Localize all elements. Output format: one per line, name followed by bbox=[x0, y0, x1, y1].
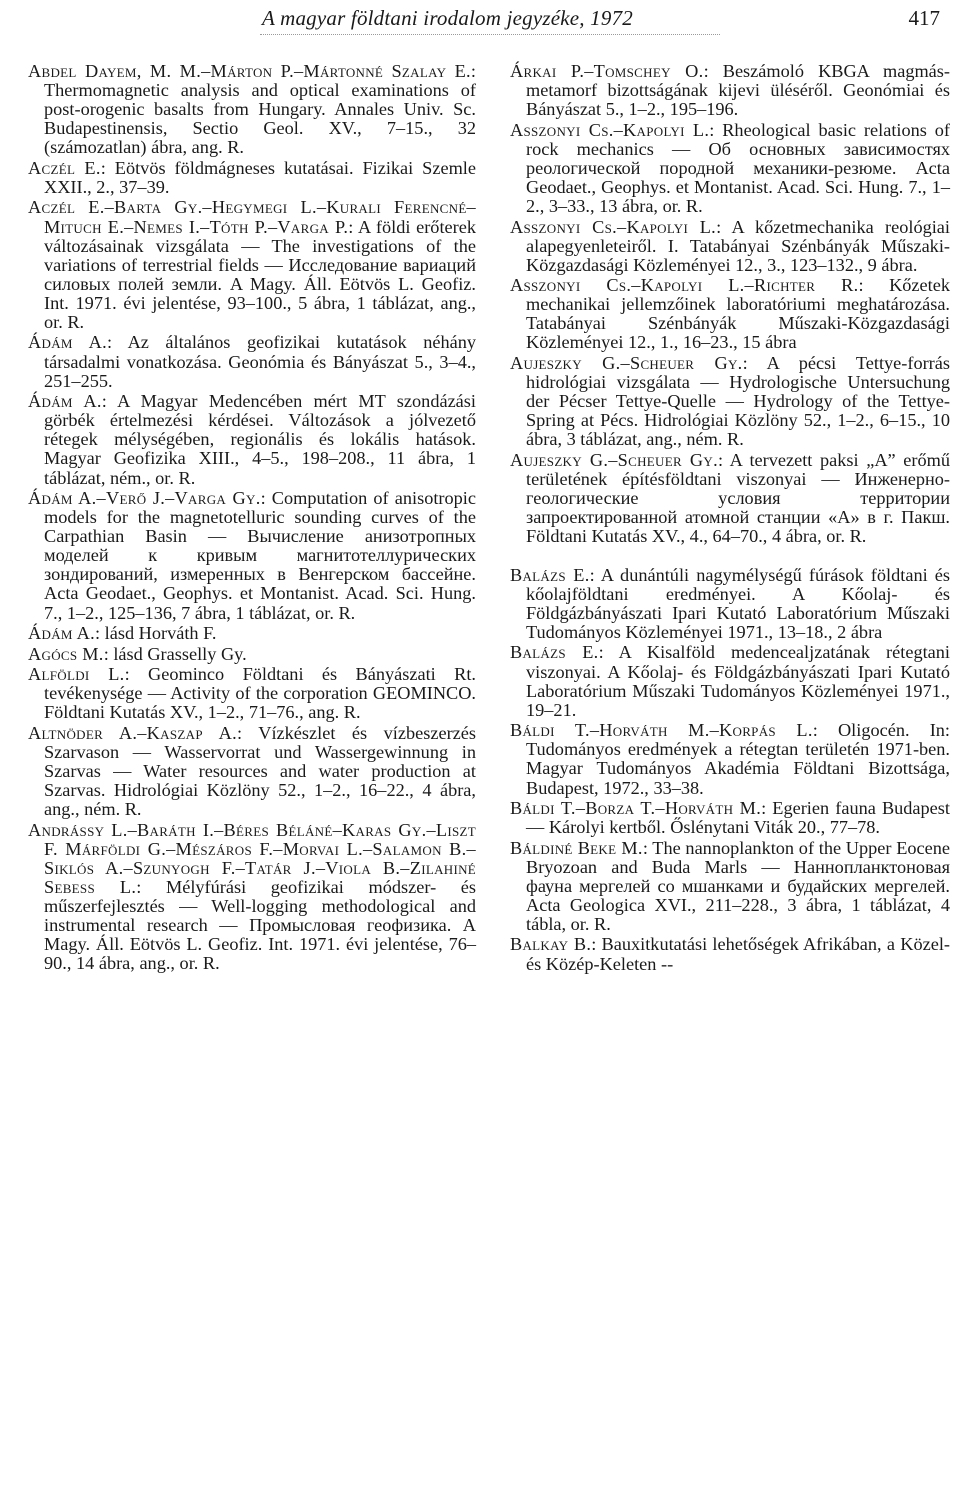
section-gap bbox=[510, 548, 950, 566]
entry-authors: Agócs M. bbox=[28, 643, 104, 664]
bibliography-entry bbox=[510, 935, 950, 973]
bibliography-entry bbox=[510, 354, 950, 449]
left-column bbox=[28, 62, 476, 975]
entry-authors: Ádám A.–Verő J.–Varga Gy. bbox=[28, 488, 261, 509]
page-number: 417 bbox=[908, 6, 940, 30]
entry-authors: Báldiné Beke M. bbox=[510, 837, 643, 858]
bibliography-entry bbox=[28, 392, 476, 487]
right-column bbox=[510, 62, 950, 975]
entry-authors: Aczél E.–Barta Gy.–Hegymegi L.–Kurali Ferencné–Mituch E.–Nemes I.–Tóth P.–Varga P. bbox=[28, 197, 476, 237]
entry-text: : A Kisalföld medencealjzatának rétegtani viszonyai. A Kőolaj- és Földgázbányászati Ipari Kutató Laboratórium Műszaki Tudományos Közleményei 1971., 19–21. bbox=[526, 642, 951, 720]
entry-text: : A dunántúli nagymélységű fúrások földtani és kőolajföldtani eredményei. A Kőolaj- és Földgázbányászati Ipari Kutató Laboratórium Műszaki Tudományos Közleményei 1971., 13–18., 2 ábra bbox=[526, 564, 950, 642]
entry-authors: Balázs E. bbox=[510, 564, 590, 585]
entry-text: : The nannoplankton of the Upper Eocene Bryozoan and Buda Marls — Наннопланктоновая фауна мергелей со мшанками и будайских мергелей. Acta Geologica XVI., 211–228., 3 ábra, 1 táblázat, 4 tábla, or. R. bbox=[526, 837, 950, 934]
entry-authors: Ádám A. bbox=[28, 623, 95, 644]
bibliography-entry bbox=[510, 566, 950, 642]
header-rule bbox=[260, 34, 720, 35]
entry-authors: Balkay B. bbox=[510, 934, 592, 955]
entry-authors: Ádám A. bbox=[28, 332, 107, 353]
entry-authors: Árkai P.–Tomschey O. bbox=[510, 61, 704, 81]
entry-authors: Andrássy L.–Baráth I.–Béres Béláné–Karas Gy.–Liszt F. Márföldi G.–Mészáros F.–Morvai L.–Salamon B.–Siklós A.–Szunyogh F.–Tatár J.–Viola B.–Zilahiné Sebess L. bbox=[28, 819, 476, 897]
entry-authors: Aujeszky G.–Scheuer Gy. bbox=[510, 449, 718, 470]
entry-text: : Computation of anisotropic models for the magnetotelluric sounding curves of the Carpathian Basin — Вычисление анизотропных моделей к кривым магнитотеллурических зондирований, измеренных в Венгерском бассейне. Acta Geodaet., Geophys. et Montanist. Acad. Sci. Hung. 7., 1–2., 125–136, 7 ábra, 1 táblázat, or. R. bbox=[44, 488, 476, 623]
entry-text: : Beszámoló KBGA magmás-metamorf bizottságának kijevi üléséről. Geonómiai és Bányászat 5., 1–2., 195–196. bbox=[526, 61, 950, 120]
bibliography-entry bbox=[510, 643, 950, 719]
entry-text: : Oligocén. In: Tudományos eredmények a rétegtan területén 1971-ben. Magyar Tudományos Akadémia Földtani Bizottsága, Budapest, 1972., 33–38. bbox=[526, 720, 951, 798]
bibliography-entry bbox=[510, 62, 950, 119]
entry-authors: Abdel Dayem, M. M.–Márton P.–Mártonné Szalay E. bbox=[28, 61, 471, 81]
entry-text: : A kőzetmechanika reológiai alapegyenleteiről. I. Tatabányai Szénbányák Műszaki-Közgazdasági Közleményei 12., 3., 123–132., 9 ábra. bbox=[526, 216, 950, 275]
entry-text: : Mélyfúrási geofizikai módszer- és műszerfejlesztés — Well-logging methodological and instrumental research — Промысловая геофизика. A Magy. Áll. Eötvös L. Geofiz. Int. 1971. évi jelentése, 76–90., 14 ábra, ang., or. R. bbox=[44, 876, 477, 974]
bibliography-entry bbox=[28, 624, 476, 643]
entry-authors: Asszonyi Cs.–Kapolyi L. bbox=[510, 119, 710, 140]
entry-authors: Alföldi L. bbox=[28, 664, 125, 685]
bibliography-entry bbox=[28, 821, 476, 974]
entry-text: : A földi erőterek változásainak vizsgálata — The investigations of the variations of terrestrial fields — Исследование вариаций силовых полей земли. A Magy. Áll. Eötvös L. Geofiz. Int. 1971. évi jelentése, 93–100., 5 ábra, 1 táblázat, ang., or. R. bbox=[44, 216, 476, 332]
bibliography-entry bbox=[28, 645, 476, 664]
bibliography-entry bbox=[28, 62, 476, 157]
entry-text: : A pécsi Tettye-forrás hidrológiai vizsgálata — Hydrologische Untersuchung der Pécser Tettye-Quelle — Hydrology of the Tettye-Spring at Pécs. Hidrológiai Közlöny 52., 1–2., 6–15., 10 ábra, 3 táblázat, ang., ném. R. bbox=[526, 352, 951, 450]
entry-text: : Az általános geofizikai kutatások néhány társadalmi vonatkozása. Geonómia és Bányászat 5., 3–4., 251–255. bbox=[44, 332, 476, 391]
bibliography-entry bbox=[510, 451, 950, 546]
bibliography-entry bbox=[28, 159, 476, 197]
entry-text: : Vízkészlet és vízbeszerzés Szarvason — Wasservorrat und Wassergewinnung in Szarvas — Water resources and water production at Szarvas. Hidrológiai Közlöny 52., 1–2., 16–22., 4 ábra, ang., ném. R. bbox=[44, 722, 477, 820]
entry-authors: Báldi T.–Horváth M.–Korpás L. bbox=[510, 720, 813, 741]
bibliography-entry bbox=[510, 276, 950, 352]
bibliography-entry bbox=[28, 489, 476, 623]
entry-authors: Asszonyi Cs.–Kapolyi L. bbox=[510, 216, 717, 237]
bibliography-entry bbox=[510, 218, 950, 275]
entry-text: : A Magyar Medencében mért MT szondázási görbék értelmezési kérdései. Változások a jólvezető rétegek mélységében, regionális és lokális hatások. Magyar Geofizika XIII., 4–5., 198–208., 11 ábra, 1 táblázat, ném., or. R. bbox=[44, 391, 476, 488]
entry-text: : Geominco Földtani és Bányászati Rt. tevékenysége — Activity of the corporation GEOMINCO. Földtani Kutatás XV., 1–2., 71–76., ang. R. bbox=[44, 664, 476, 723]
entry-authors: Báldi T.–Borza T.–Horváth M. bbox=[510, 797, 762, 818]
bibliography-entry bbox=[28, 333, 476, 390]
entry-authors: Balázs E. bbox=[510, 642, 599, 663]
entry-text: : Kőzetek mechanikai jellemzőinek laboratóriumi meghatározása. Tatabányai Szénbányák Műszaki-Közgazdasági Közleményei 12., 1., 16–23., 15 ábra bbox=[526, 275, 950, 353]
entry-text: : Rheological basic relations of rock mechanics — Об основных зависимостях реологической породной механики-резюме. Acta Geodaet., Geophys. et Montanist. Acad. Sci. Hung. 7., 1–2., 3–33., 13 ábra, or. R. bbox=[526, 119, 951, 217]
entry-text: : lásd Grasselly Gy. bbox=[103, 643, 247, 664]
entry-text: : Egerien fauna Budapest — Károlyi kertből. Őslénytani Viták 20., 77–78. bbox=[526, 797, 950, 838]
entry-authors: Altnöder A.–Kaszap A. bbox=[28, 722, 238, 743]
running-header bbox=[0, 0, 960, 40]
bibliography-entry bbox=[510, 721, 950, 797]
bibliography-entry bbox=[28, 665, 476, 722]
running-title: A magyar földtani irodalom jegyzéke, 1972 bbox=[262, 6, 633, 30]
bibliography-entry bbox=[28, 198, 476, 332]
entry-authors: Aczél E. bbox=[28, 157, 101, 178]
entry-text: : Bauxitkutatási lehetőségek Afrikában, a Közel- és Közép-Keleten -- bbox=[526, 934, 950, 974]
bibliography-entry bbox=[510, 121, 950, 216]
entry-text: : lásd Horváth F. bbox=[94, 623, 217, 644]
entry-authors: Asszonyi Cs.–Kapolyi L.–Richter R. bbox=[510, 275, 859, 296]
bibliography-entry bbox=[28, 724, 476, 819]
entry-authors: Aujeszky G.–Scheuer Gy. bbox=[510, 352, 743, 373]
entry-text: : A tervezett paksi „A” erőmű területének építésföldtani viszonyai — Инженерно-геологические условия территории запроектированной атомной станции «А» в г. Пакш. Földtani Kutatás XV., 4., 64–70., 4 ábra, or. R. bbox=[526, 449, 950, 547]
entry-authors: Ádám A. bbox=[28, 391, 102, 412]
bibliography-entry bbox=[510, 799, 950, 837]
entry-text: : Thermomagnetic analysis and optical examinations of post-orogenic basalts from Hungary. Annales Univ. Sc. Budapestinensis, Sectio Geol. XV., 7–15., 32 (számozatlan) ábra, ang. R. bbox=[44, 61, 476, 158]
bibliography-entry bbox=[510, 839, 950, 934]
entry-text: : Eötvös földmágneses kutatásai. Fizikai Szemle XXII., 2., 37–39. bbox=[44, 157, 476, 197]
